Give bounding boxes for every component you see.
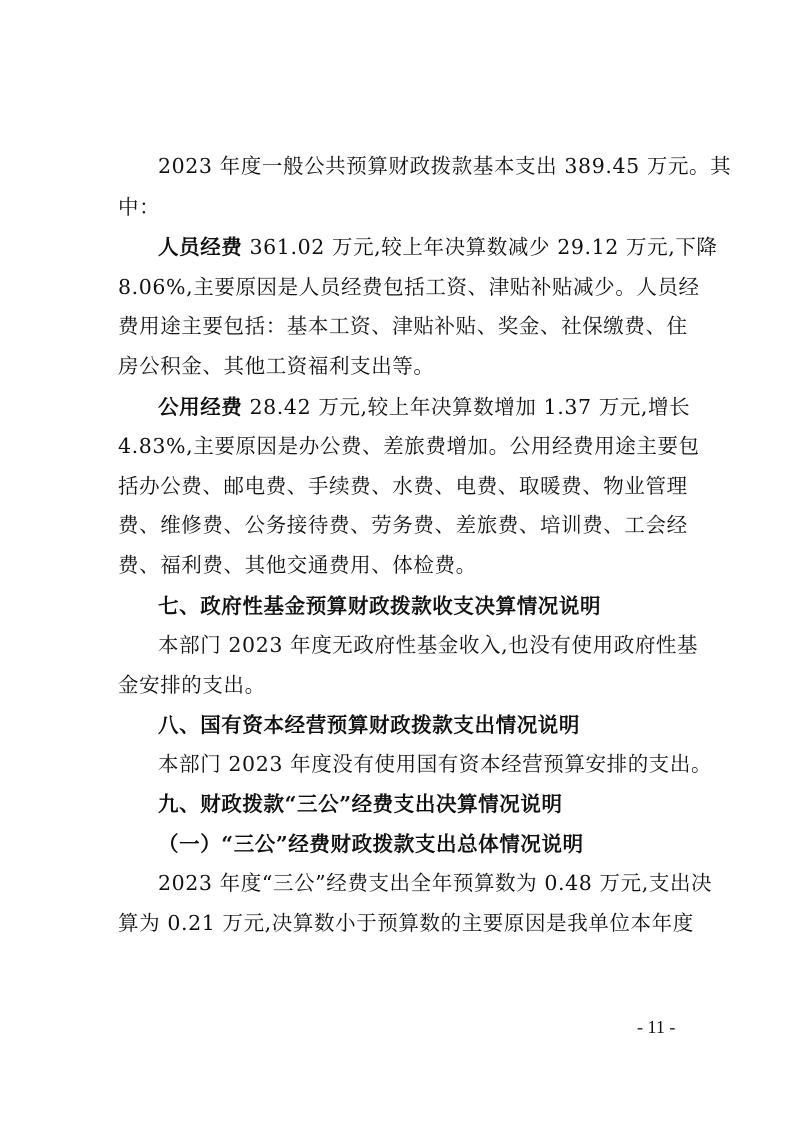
paragraph-personnel-expenses-line-2: 8.06%,主要原因是人员经费包括工资、津贴补贴减少。人员经 xyxy=(118,275,700,299)
paragraph-three-public-expenses-line-1: 2023 年度“三公”经费支出全年预算数为 0.48 万元,支出决 xyxy=(158,871,713,895)
paragraph-personnel-expenses-line-4: 房公积金、其他工资福利支出等。 xyxy=(118,354,435,378)
public-expenses-text: 28.42 万元,较上年决算数增加 1.37 万元,增长 xyxy=(242,395,691,419)
section-heading-8: 八、国有资本经营预算财政拨款支出情况说明 xyxy=(158,713,580,737)
paragraph-basic-expenditure-line-1: 2023 年度一般公共预算财政拨款基本支出 389.45 万元。其 xyxy=(158,154,732,178)
paragraph-personnel-expenses-line-3: 费用途主要包括：基本工资、津贴补贴、奖金、社保缴费、住 xyxy=(118,314,688,338)
paragraph-state-capital-line-1: 本部门 2023 年度没有使用国有资本经营预算安排的支出。 xyxy=(158,752,713,776)
paragraph-government-fund-line-2: 金安排的支出。 xyxy=(118,673,266,697)
paragraph-personnel-expenses-line-1 xyxy=(158,234,718,260)
public-expenses-label: 公用经费 xyxy=(158,395,243,419)
paragraph-public-expenses-line-2: 4.83%,主要原因是办公费、差旅费增加。公用经费用途主要包 xyxy=(118,434,700,458)
paragraph-government-fund-line-1: 本部门 2023 年度无政府性基金收入,也没有使用政府性基 xyxy=(158,633,699,657)
section-heading-9: 九、财政拨款“三公”经费支出决算情况说明 xyxy=(158,792,563,816)
paragraph-basic-expenditure-line-2: 中： xyxy=(118,195,161,219)
paragraph-three-public-expenses-line-2: 算为 0.21 万元,决算数小于预算数的主要原因是我单位本年度 xyxy=(118,911,694,935)
section-heading-7: 七、政府性基金预算财政拨款收支决算情况说明 xyxy=(158,594,602,618)
page-number: - 11 - xyxy=(637,1017,676,1037)
paragraph-public-expenses-line-1 xyxy=(158,394,690,420)
personnel-expenses-label: 人员经费 xyxy=(158,235,243,259)
personnel-expenses-text: 361.02 万元,较上年决算数减少 29.12 万元,下降 xyxy=(242,235,718,259)
paragraph-public-expenses-line-5: 费、福利费、其他交通费用、体检费。 xyxy=(118,553,477,577)
paragraph-public-expenses-line-4: 费、维修费、公务接待费、劳务费、差旅费、培训费、工会经 xyxy=(118,513,688,537)
paragraph-public-expenses-line-3: 括办公费、邮电费、手续费、水费、电费、取暖费、物业管理 xyxy=(118,474,688,498)
subsection-heading-1: （一）“三公”经费财政拨款支出总体情况说明 xyxy=(158,832,584,856)
